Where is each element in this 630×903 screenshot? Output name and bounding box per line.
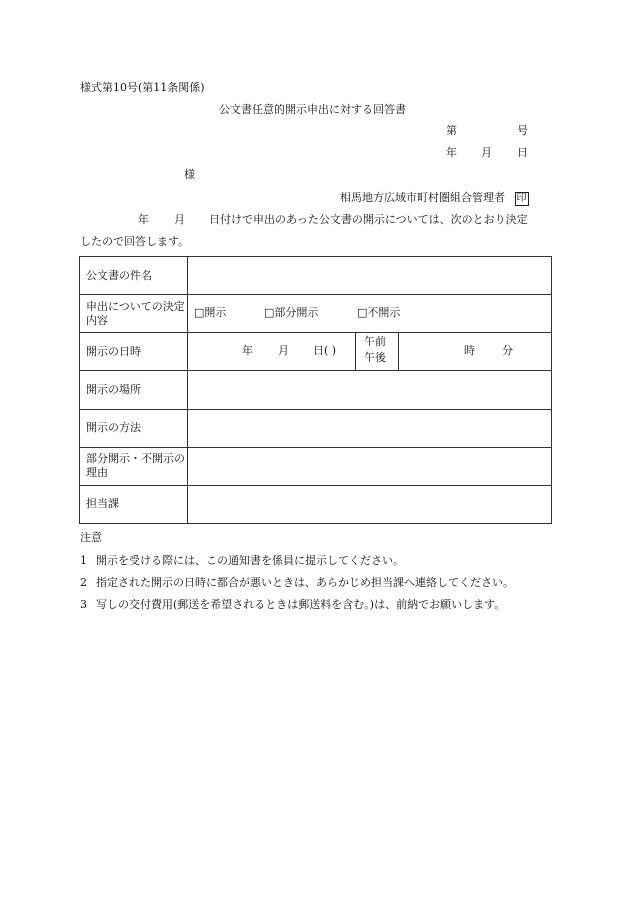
subject-field[interactable]: [188, 257, 552, 295]
table-row: [80, 257, 552, 295]
date-day: 日: [517, 146, 528, 159]
table-row: [80, 371, 552, 409]
option-partial-disclose[interactable]: □部分開示: [264, 306, 319, 320]
dt-hour: 時: [464, 344, 475, 358]
dt-month: 月: [278, 344, 289, 358]
row-label: 部分開示・不開示の理由: [80, 447, 188, 485]
place-field[interactable]: [188, 371, 552, 409]
row-label: 公文書の件名: [80, 257, 188, 295]
note-text: 指定された開示の日時に都合が悪いときは、あらかじめ担当課へ連絡してください。: [96, 576, 514, 589]
body-text-rest: 日付けで申出のあった公文書の開示については、次のとおり決定: [209, 213, 528, 226]
notes-heading: 注意: [80, 531, 102, 544]
dt-year: 年: [242, 344, 253, 358]
row-label: 開示の方法: [80, 409, 188, 447]
divider: [355, 332, 356, 371]
reason-field[interactable]: [188, 447, 552, 485]
issuer-name: 相馬地方広域市町村圏組合管理者: [340, 191, 505, 204]
note-text: 開示を受ける際には、この通知書を係員に提示してください。: [96, 554, 404, 567]
option-nondisclose[interactable]: □不開示: [357, 306, 401, 320]
row-label: 担当課: [80, 485, 188, 523]
datetime-field: [188, 333, 552, 371]
note-text: 写しの交付費用(郵送を希望されるときは郵送料を含む。)は、前納でお願いします。: [96, 598, 506, 611]
table-row: [80, 333, 552, 371]
decision-field: [188, 295, 552, 333]
body-year: 年: [138, 213, 149, 226]
row-label: 開示の場所: [80, 371, 188, 409]
note-number: 3: [80, 598, 87, 611]
method-field[interactable]: [188, 409, 552, 447]
option-disclose[interactable]: □開示: [194, 306, 227, 320]
seal-mark: 印: [516, 193, 527, 204]
addressee-suffix: 様: [184, 168, 195, 181]
dt-minute: 分: [502, 344, 513, 358]
note-number: 2: [80, 576, 87, 589]
document-title: 公文書任意的開示申出に対する回答書: [219, 103, 406, 116]
table-row: [80, 447, 552, 485]
row-label: 開示の日時: [80, 333, 188, 371]
number-go: 号: [517, 124, 528, 137]
date-year: 年: [446, 146, 457, 159]
issuer-line: [340, 191, 529, 206]
row-label: 申出についての決定内容: [80, 295, 188, 333]
table-row: [80, 485, 552, 523]
body-text-line2: したので回答します。: [80, 235, 190, 248]
body-month: 月: [174, 213, 185, 226]
date-month: 月: [481, 146, 492, 159]
dt-day: 日( ): [313, 344, 337, 358]
number-dai: 第: [446, 124, 457, 137]
dt-pm[interactable]: 午後: [364, 351, 386, 365]
disclosure-table: [79, 256, 552, 524]
department-field[interactable]: [188, 485, 552, 523]
note-number: 1: [80, 554, 87, 567]
table-row: [80, 409, 552, 447]
table-row: [80, 295, 552, 333]
form-number: 様式第10号(第11条関係): [80, 81, 205, 94]
divider: [398, 332, 399, 371]
dt-am[interactable]: 午前: [364, 335, 386, 349]
